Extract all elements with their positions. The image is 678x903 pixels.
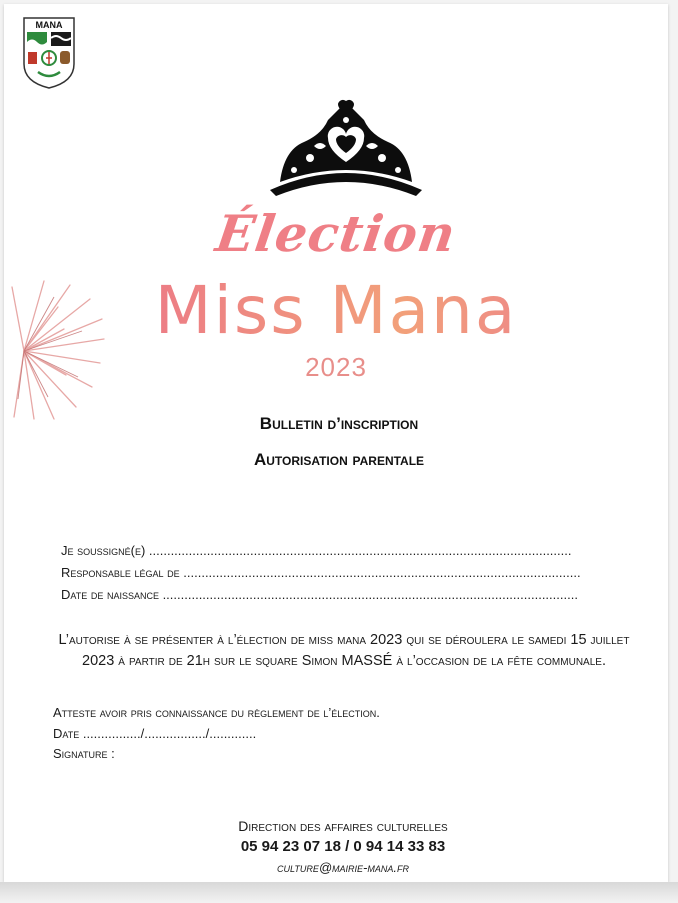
- title-election: Élection: [212, 204, 460, 263]
- attestation-text: Atteste avoir pris connaissance du règlement de l’élection.: [53, 705, 380, 720]
- title-year: 2023: [305, 352, 367, 382]
- footer-phones: 05 94 23 07 18 / 0 94 14 33 83: [240, 838, 446, 855]
- page-bottom-shadow: [0, 882, 678, 903]
- footer-email[interactable]: culture@mairie-mana.fr: [277, 860, 409, 875]
- crown-tiara-icon: [266, 98, 426, 198]
- heading-autorisation: Autorisation parentale: [253, 450, 425, 469]
- field-date[interactable]: Date ................/................./.............: [53, 726, 257, 741]
- field-date-naissance[interactable]: Date de naissance ...................................................................................................................: [61, 587, 578, 602]
- field-responsable-legal[interactable]: Responsable légal de ..............................................................................................................: [61, 565, 581, 580]
- authorization-line-1: L’autorise à se présenter à l’élection de miss mana 2023 qui se déroulera le samedi 15 juillet: [58, 632, 630, 648]
- svg-text:MANA: MANA: [35, 20, 63, 30]
- mana-coat-of-arms-logo: [20, 16, 78, 90]
- footer-department: Direction des affaires culturelles: [238, 818, 448, 834]
- field-signature[interactable]: Signature :: [53, 746, 115, 761]
- title-miss-mana: Miss Mana: [4, 272, 668, 349]
- field-soussigne[interactable]: Je soussigné(e) .....................................................................................................................: [61, 543, 572, 558]
- heading-bulletin: Bulletin d’inscription: [259, 414, 419, 433]
- authorization-line-2: 2023 à partir de 21h sur le square Simon MASSÉ à l’occasion de la fête communale.: [82, 653, 606, 669]
- document-page: [4, 4, 668, 882]
